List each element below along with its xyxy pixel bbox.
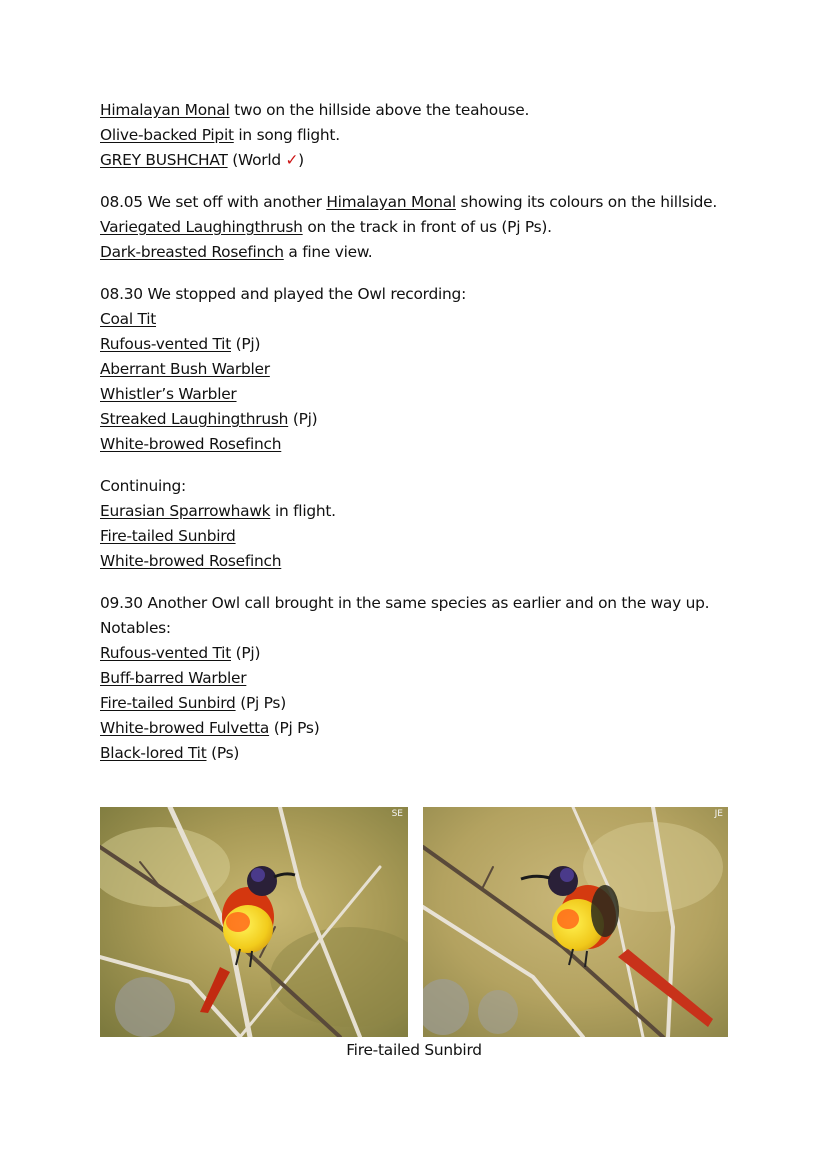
species-name: Himalayan Monal	[100, 101, 230, 119]
species-name: Rufous-vented Tit	[100, 335, 231, 353]
line-text: two on the hillside above the teahouse.	[229, 101, 530, 119]
list-item	[100, 332, 728, 357]
tick-icon: ✓	[285, 151, 299, 169]
bird-photo-right-image	[423, 807, 728, 1037]
list-item	[100, 357, 728, 382]
list-item	[100, 549, 728, 574]
text-line	[100, 190, 728, 215]
species-name: Streaked Laughingthrush	[100, 410, 289, 428]
list-item	[100, 407, 728, 432]
paragraph-2	[100, 190, 728, 265]
list-item	[100, 666, 728, 691]
line-text: (World	[227, 151, 286, 169]
text-line	[100, 98, 728, 123]
list-item	[100, 641, 728, 666]
text-line	[100, 123, 728, 148]
bird-photo-left-image	[100, 807, 408, 1037]
time-stamp: 08.05	[100, 193, 143, 211]
list-item	[100, 499, 728, 524]
species-note: (Ps)	[206, 744, 240, 762]
line-text: showing its colours on the hillside.	[455, 193, 718, 211]
line-text: on the track in front of us (Pj Ps).	[302, 218, 552, 236]
paragraph-intro: 09.30 Another Owl call brought in the same species as earlier and on the way up.	[100, 594, 710, 612]
list-item	[100, 307, 728, 332]
species-note: (Pj)	[231, 335, 261, 353]
species-name: GREY BUSHCHAT	[100, 151, 228, 169]
paragraph-3	[100, 282, 728, 457]
species-name: Coal Tit	[100, 310, 157, 328]
photo-credit: JE	[714, 809, 723, 819]
text-line	[100, 148, 728, 173]
paragraph-intro: 08.30 We stopped and played the Owl recording:	[100, 285, 466, 303]
list-item	[100, 716, 728, 741]
list-item	[100, 432, 728, 457]
list-item	[100, 741, 728, 766]
species-note: (Pj Ps)	[235, 694, 286, 712]
list-item	[100, 382, 728, 407]
species-name: White-browed Rosefinch	[100, 552, 282, 570]
paragraph-subheading: Notables:	[100, 619, 171, 637]
text-line	[100, 215, 728, 240]
species-note: in flight.	[270, 502, 336, 520]
line-text: )	[298, 151, 304, 169]
line-text: in song flight.	[233, 126, 340, 144]
species-note: (Pj)	[231, 644, 261, 662]
photo-row	[100, 807, 728, 1037]
species-name: Aberrant Bush Warbler	[100, 360, 270, 378]
species-name: Olive-backed Pipit	[100, 126, 234, 144]
species-name: White-browed Rosefinch	[100, 435, 282, 453]
photo-credit: SE	[391, 809, 403, 819]
species-name: Variegated Laughingthrush	[100, 218, 303, 236]
species-name: White-browed Fulvetta	[100, 719, 270, 737]
species-name: Rufous-vented Tit	[100, 644, 231, 662]
line-text: We set off with another	[142, 193, 327, 211]
text-line	[100, 240, 728, 265]
species-name: Whistler’s Warbler	[100, 385, 237, 403]
photo-caption: Fire-tailed Sunbird	[346, 1041, 482, 1059]
paragraph-4	[100, 474, 728, 574]
trip-report-text	[100, 98, 728, 783]
species-note: (Pj Ps)	[269, 719, 320, 737]
species-name: Himalayan Monal	[326, 193, 456, 211]
paragraph-1	[100, 98, 728, 173]
list-item	[100, 691, 728, 716]
species-name: Black-lored Tit	[100, 744, 207, 762]
sunbird-photo-left	[100, 807, 408, 1037]
species-name: Fire-tailed Sunbird	[100, 694, 236, 712]
paragraph-intro: Continuing:	[100, 477, 186, 495]
species-note: (Pj)	[288, 410, 318, 428]
line-text: a fine view.	[283, 243, 373, 261]
species-name: Dark-breasted Rosefinch	[100, 243, 284, 261]
species-name: Eurasian Sparrowhawk	[100, 502, 271, 520]
paragraph-5	[100, 591, 728, 766]
sunbird-photo-right	[423, 807, 728, 1037]
species-name: Fire-tailed Sunbird	[100, 527, 236, 545]
species-name: Buff-barred Warbler	[100, 669, 247, 687]
list-item	[100, 524, 728, 549]
